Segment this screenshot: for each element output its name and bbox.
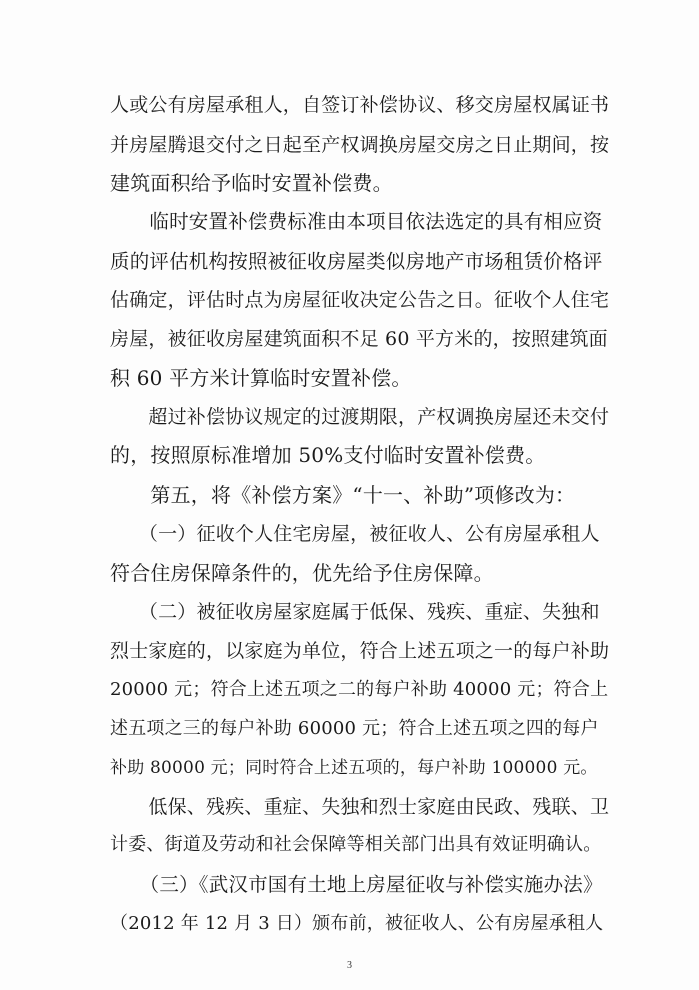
text-line: 估确定，评估时点为房屋征收决定公告之日。征收个人住宅 bbox=[110, 289, 610, 311]
text-line: 烈士家庭的，以家庭为单位，符合上述五项之一的每户补助 bbox=[110, 640, 610, 662]
text-line: 的，按照原标准增加 50%支付临时安置补偿费。 bbox=[110, 443, 546, 467]
text-line: 临时安置补偿费标准由本项目依法选定的具有相应资 bbox=[110, 210, 603, 233]
text-line: 质的评估机构按照被征收房屋类似房地产市场租赁价格评 bbox=[110, 250, 603, 273]
text-line: 并房屋腾退交付之日起至产权调换房屋交房之日止期间，按 bbox=[110, 134, 610, 156]
text-line: 人或公有房屋承租人，自签订补偿协议、移交房屋权属证书 bbox=[110, 94, 610, 116]
text-line: 房屋，被征收房屋建筑面积不足 60 平方米的，按照建筑面 bbox=[110, 328, 608, 350]
text-line: 第五，将《补偿方案》“十一、补助”项修改为： bbox=[110, 483, 576, 507]
text-line: 述五项之三的每户补助 60000 元；符合上述五项之四的每户 bbox=[110, 718, 599, 739]
text-line: （2012 年 12 月 3 日）颁布前，被征收人、公有房屋承租人 bbox=[110, 913, 604, 934]
text-line: 积 60 平方米计算临时安置补偿。 bbox=[110, 366, 412, 390]
text-line: 补助 80000 元；同时符合上述五项的，每户补助 100000 元。 bbox=[110, 758, 598, 778]
text-line: 低保、残疾、重症、失独和烈士家庭由民政、残联、卫 bbox=[110, 796, 610, 818]
text-line: 20000 元；符合上述五项之二的每户补助 40000 元；符合上 bbox=[110, 679, 609, 700]
text-line: 超过补偿协议规定的过渡期限，产权调换房屋还未交付 bbox=[110, 406, 610, 428]
text-line: （二）被征收房屋家庭属于低保、残疾、重症、失独和 bbox=[110, 601, 600, 623]
text-line: （一）征收个人住宅房屋，被征收人、公有房屋承租人 bbox=[110, 523, 600, 545]
text-line: （三）《武汉市国有土地上房屋征收与补偿实施办法》 bbox=[110, 873, 603, 896]
text-line: 计委、街道及劳动和社会保障等相关部门出具有效证明确认。 bbox=[110, 834, 602, 855]
page-number: 3 bbox=[347, 960, 352, 971]
text-line: 符合住房保障条件的，优先给予住房保障。 bbox=[110, 561, 494, 585]
text-line: 建筑面积给予临时安置补偿费。 bbox=[110, 171, 393, 195]
